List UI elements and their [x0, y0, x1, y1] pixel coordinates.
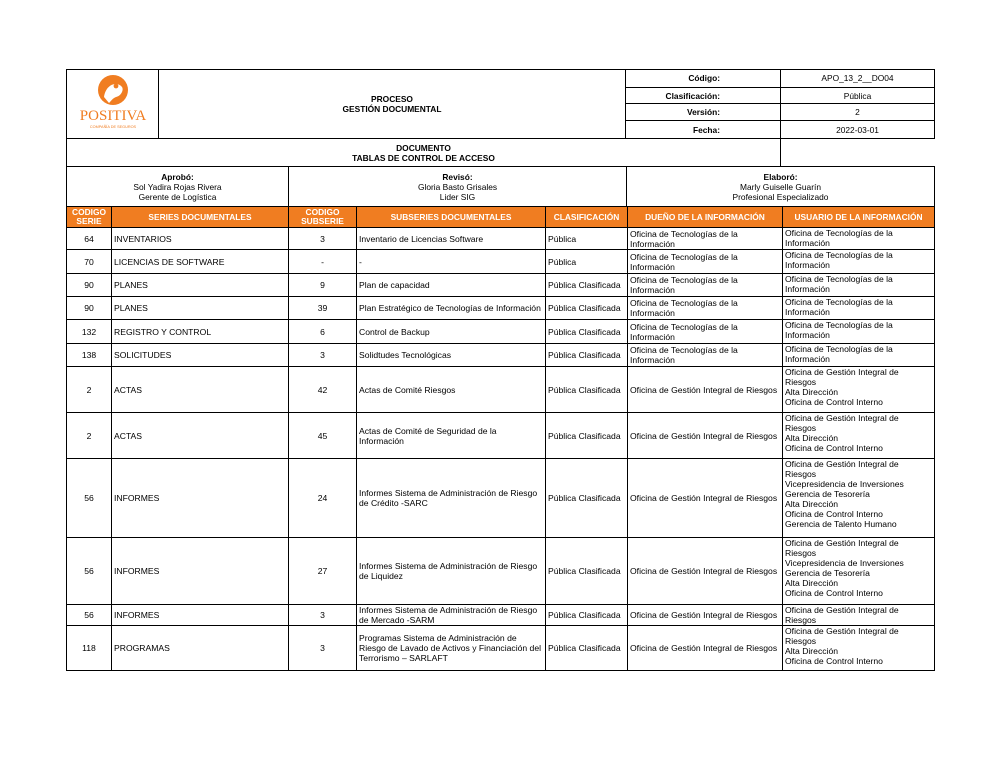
serie-cell: INFORMES — [112, 538, 289, 605]
clasificacion-cell: Pública Clasificada — [546, 297, 628, 320]
col-clasificacion: CLASIFICACIÓN — [546, 207, 628, 228]
dueno-cell: Oficina de Gestión Integral de Riesgos — [628, 538, 783, 605]
dueno-cell: Oficina de Tecnologías de la Información — [628, 228, 783, 250]
subserie-cell: Informes Sistema de Administración de Riesgo de Liquidez — [357, 538, 546, 605]
dueno-cell: Oficina de Gestión Integral de Riesgos — [628, 605, 783, 626]
usuario-cell — [783, 297, 935, 320]
codigo-subserie-cell: 3 — [289, 344, 357, 367]
aprobo-role: Gerente de Logística — [138, 191, 217, 202]
usuario-cell — [783, 250, 935, 274]
clasificacion-label: Clasificación: — [626, 87, 781, 104]
header-table — [66, 69, 935, 167]
logo — [67, 70, 159, 139]
usuario-line: Oficina de Gestión Integral de Riesgos — [785, 626, 899, 646]
subserie-cell: Informes Sistema de Administración de Riesgo de Crédito -SARC — [357, 459, 546, 538]
col-subseries: SUBSERIES DOCUMENTALES — [357, 207, 546, 228]
dueno-cell: Oficina de Gestión Integral de Riesgos — [628, 413, 783, 459]
elaboro-label: Elaboró: — [763, 171, 798, 182]
serie-cell: PROGRAMAS — [112, 626, 289, 671]
table-row — [67, 250, 935, 274]
usuario-line: Vicepresidencia de Inversiones — [785, 479, 904, 489]
codigo-subserie-cell: 3 — [289, 228, 357, 250]
dueno-cell: Oficina de Tecnologías de la Información — [628, 320, 783, 344]
codigo-serie-cell: 2 — [67, 413, 112, 459]
table-row — [67, 228, 935, 250]
usuario-line: Vicepresidencia de Inversiones — [785, 558, 904, 568]
usuario-line: Oficina de Tecnologías de la Información — [785, 274, 893, 294]
codigo-subserie-cell: 39 — [289, 297, 357, 320]
subserie-cell: Plan Estratégico de Tecnologías de Información — [357, 297, 546, 320]
codigo-serie-cell: 118 — [67, 626, 112, 671]
dueno-cell: Oficina de Gestión Integral de Riesgos — [628, 367, 783, 413]
document-page — [66, 69, 934, 671]
usuario-line: Gerencia de Tesorería — [785, 568, 870, 578]
usuario-line: Oficina de Control Interno — [785, 443, 883, 453]
usuario-line: Gerencia de Talento Humano — [785, 519, 897, 529]
codigo-subserie-cell: - — [289, 250, 357, 274]
clasificacion-cell: Pública Clasificada — [546, 605, 628, 626]
clasificacion-cell: Pública Clasificada — [546, 459, 628, 538]
svg-text:POSITIVA: POSITIVA — [79, 108, 146, 124]
reviso-cell — [289, 167, 627, 207]
table-row — [67, 413, 935, 459]
codigo-serie-cell: 56 — [67, 538, 112, 605]
col-usuario: USUARIO DE LA INFORMACIÓN — [783, 207, 935, 228]
usuario-line: Oficina de Tecnologías de la Información — [785, 228, 893, 248]
serie-cell: INVENTARIOS — [112, 228, 289, 250]
usuario-line: Oficina de Gestión Integral de Riesgos — [785, 413, 899, 433]
codigo-serie-cell: 138 — [67, 344, 112, 367]
codigo-serie-cell: 2 — [67, 367, 112, 413]
usuario-line: Oficina de Control Interno — [785, 509, 883, 519]
col-series: SERIES DOCUMENTALES — [112, 207, 289, 228]
usuario-line: Oficina de Tecnologías de la Información — [785, 344, 893, 364]
usuario-cell — [783, 413, 935, 459]
codigo-serie-cell: 56 — [67, 605, 112, 626]
serie-cell: ACTAS — [112, 413, 289, 459]
elaboro-cell — [627, 167, 935, 207]
usuario-line: Alta Dirección — [785, 499, 839, 509]
clasificacion-cell: Pública — [546, 250, 628, 274]
table-row — [67, 459, 935, 538]
table-row — [67, 320, 935, 344]
serie-cell: INFORMES — [112, 459, 289, 538]
clasificacion-cell: Pública Clasificada — [546, 344, 628, 367]
aprobo-cell — [67, 167, 289, 207]
elaboro-name: Marly Guiselle Guarín — [740, 181, 821, 192]
aprobo-label: Aprobó: — [161, 171, 194, 182]
subserie-cell: - — [357, 250, 546, 274]
proceso-value: GESTIÓN DOCUMENTAL — [342, 104, 442, 114]
table-row — [67, 344, 935, 367]
aprobo-name: Sol Yadira Rojas Rivera — [133, 181, 222, 192]
codigo-label: Código: — [626, 70, 781, 88]
clasificacion-cell: Pública Clasificada — [546, 367, 628, 413]
usuario-line: Oficina de Gestión Integral de Riesgos — [785, 605, 899, 625]
reviso-name: Gloria Basto Grisales — [417, 181, 498, 192]
table-row — [67, 605, 935, 626]
usuario-line: Alta Dirección — [785, 387, 839, 397]
usuario-line: Oficina de Gestión Integral de Riesgos — [785, 538, 899, 558]
subserie-cell: Inventario de Licencias Software — [357, 228, 546, 250]
col-codigo-subserie: CODIGO SUBSERIE — [289, 207, 357, 228]
access-control-table — [66, 206, 935, 671]
codigo-serie-cell: 64 — [67, 228, 112, 250]
usuario-cell — [783, 228, 935, 250]
svg-text:COMPAÑÍA DE SEGUROS: COMPAÑÍA DE SEGUROS — [89, 125, 136, 129]
usuario-cell — [783, 626, 935, 671]
codigo-serie-cell: 56 — [67, 459, 112, 538]
usuario-line: Oficina de Control Interno — [785, 588, 883, 598]
dueno-cell: Oficina de Tecnologías de la Información — [628, 274, 783, 297]
usuario-cell — [783, 344, 935, 367]
usuario-line: Oficina de Tecnologías de la Información — [785, 320, 893, 340]
codigo-subserie-cell: 42 — [289, 367, 357, 413]
version-value: 2 — [781, 104, 935, 121]
subserie-cell: Actas de Comité Riesgos — [357, 367, 546, 413]
usuario-line: Oficina de Gestión Integral de Riesgos — [785, 459, 899, 479]
usuario-line: Oficina de Tecnologías de la Información — [785, 297, 893, 317]
table-row — [67, 274, 935, 297]
dueno-cell: Oficina de Gestión Integral de Riesgos — [628, 459, 783, 538]
subserie-cell: Solidtudes Tecnológicas — [357, 344, 546, 367]
clasificacion-cell: Pública Clasificada — [546, 538, 628, 605]
codigo-subserie-cell: 45 — [289, 413, 357, 459]
fecha-label: Fecha: — [626, 121, 781, 139]
usuario-cell — [783, 459, 935, 538]
codigo-serie-cell: 90 — [67, 274, 112, 297]
col-dueno: DUEÑO DE LA INFORMACIÓN — [628, 207, 783, 228]
fecha-value: 2022-03-01 — [781, 121, 935, 139]
serie-cell: PLANES — [112, 274, 289, 297]
clasificacion-cell: Pública Clasificada — [546, 320, 628, 344]
codigo-subserie-cell: 3 — [289, 626, 357, 671]
serie-cell: SOLICITUDES — [112, 344, 289, 367]
reviso-role: Lider SIG — [439, 191, 476, 202]
codigo-serie-cell: 70 — [67, 250, 112, 274]
col-codigo-serie: CODIGO SERIE — [67, 207, 112, 228]
table-body — [67, 228, 935, 671]
documento-label: DOCUMENTO — [396, 142, 451, 153]
table-row — [67, 538, 935, 605]
codigo-subserie-cell: 24 — [289, 459, 357, 538]
usuario-line: Oficina de Control Interno — [785, 656, 883, 666]
subserie-cell: Informes Sistema de Administración de Riesgo de Mercado -SARM — [357, 605, 546, 626]
clasificacion-value: Pública — [781, 87, 935, 104]
proceso-label: PROCESO — [371, 94, 413, 104]
subserie-cell: Control de Backup — [357, 320, 546, 344]
table-row — [67, 297, 935, 320]
serie-cell: INFORMES — [112, 605, 289, 626]
serie-cell: ACTAS — [112, 367, 289, 413]
codigo-subserie-cell: 6 — [289, 320, 357, 344]
subserie-cell: Actas de Comité de Seguridad de la Información — [357, 413, 546, 459]
clasificacion-cell: Pública Clasificada — [546, 626, 628, 671]
codigo-serie-cell: 132 — [67, 320, 112, 344]
usuario-line: Alta Dirección — [785, 433, 839, 443]
codigo-serie-cell: 90 — [67, 297, 112, 320]
clasificacion-cell: Pública Clasificada — [546, 274, 628, 297]
usuario-cell — [783, 605, 935, 626]
table-row — [67, 626, 935, 671]
codigo-subserie-cell: 3 — [289, 605, 357, 626]
serie-cell: REGISTRO Y CONTROL — [112, 320, 289, 344]
positiva-logo-icon — [69, 70, 157, 136]
usuario-line: Oficina de Gestión Integral de Riesgos — [785, 367, 899, 387]
usuario-line: Alta Dirección — [785, 646, 839, 656]
reviso-label: Revisó: — [442, 171, 473, 182]
usuario-line: Gerencia de Tesorería — [785, 489, 870, 499]
usuario-cell — [783, 367, 935, 413]
usuario-cell — [783, 274, 935, 297]
dueno-cell: Oficina de Gestión Integral de Riesgos — [628, 626, 783, 671]
subserie-cell: Programas Sistema de Administración de Riesgo de Lavado de Activos y Financiación del Terrorismo – SARLAFT — [357, 626, 546, 671]
table-row — [67, 367, 935, 413]
documento-value: TABLAS DE CONTROL DE ACCESO — [352, 152, 495, 163]
documento-cell — [67, 139, 781, 167]
usuario-line: Oficina de Tecnologías de la Información — [785, 250, 893, 270]
usuario-cell — [783, 320, 935, 344]
usuario-line: Alta Dirección — [785, 578, 839, 588]
serie-cell: PLANES — [112, 297, 289, 320]
proceso-cell — [159, 70, 626, 139]
subserie-cell: Plan de capacidad — [357, 274, 546, 297]
clasificacion-cell: Pública — [546, 228, 628, 250]
dueno-cell: Oficina de Tecnologías de la Información — [628, 344, 783, 367]
usuario-cell — [783, 538, 935, 605]
codigo-subserie-cell: 27 — [289, 538, 357, 605]
elaboro-role: Profesional Especializado — [732, 191, 829, 202]
version-label: Versión: — [626, 104, 781, 121]
clasificacion-cell: Pública Clasificada — [546, 413, 628, 459]
codigo-value: APO_13_2__DO04 — [781, 70, 935, 88]
signatures-table — [66, 166, 935, 207]
dueno-cell: Oficina de Tecnologías de la Información — [628, 250, 783, 274]
codigo-subserie-cell: 9 — [289, 274, 357, 297]
serie-cell: LICENCIAS DE SOFTWARE — [112, 250, 289, 274]
dueno-cell: Oficina de Tecnologías de la Información — [628, 297, 783, 320]
usuario-line: Oficina de Control Interno — [785, 397, 883, 407]
